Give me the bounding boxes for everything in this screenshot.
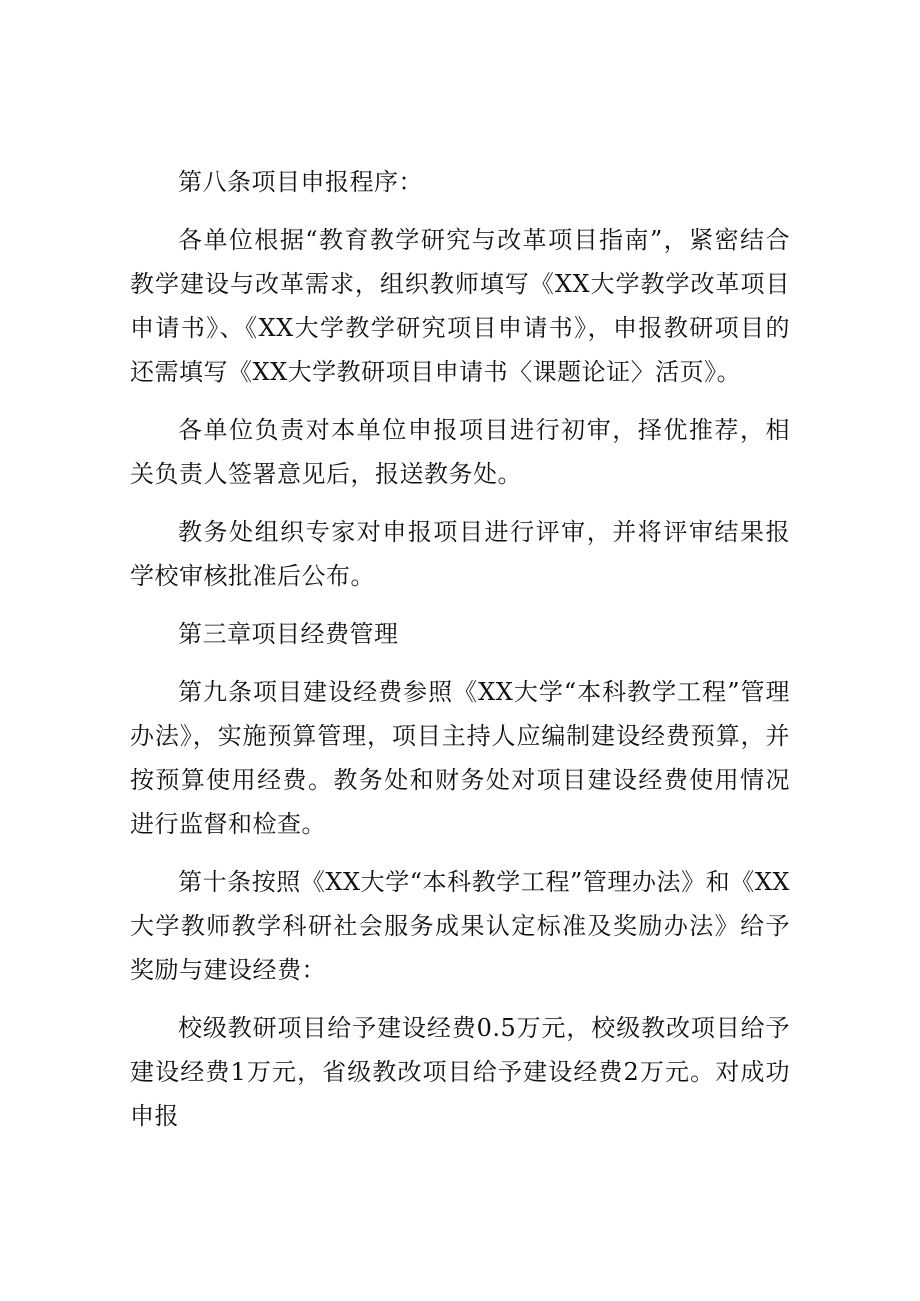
document-body (130, 160, 790, 1152)
article-9-paragraph: 第九条项目建设经费参照《XX大学“本科教学工程”管理办法》，实施预算管理，项目主持人应编制建设经费预算，并按预算使用经费。教务处和财务处对项目建设经费使用情况进行监督和检查。 (130, 678, 790, 838)
application-procedure-paragraph: 各单位根据“教育教学研究与改革项目指南”，紧密结合教学建设与改革需求，组织教师填写《XX大学教学改革项目申请书》、《XX大学教学研究项目申请书》，申报教研项目的还需填写《XX大学教研项目申请书〈课题论证〉活页》。 (130, 226, 790, 386)
chapter-3-heading: 第三章项目经费管理 (178, 620, 399, 648)
preliminary-review-paragraph: 各单位负责对本单位申报项目进行初审，择优推荐，相关负责人签署意见后，报送教务处。 (130, 416, 790, 488)
funding-amounts-paragraph: 校级教研项目给予建设经费0.5万元，校级教改项目给予建设经费1万元，省级教改项目给予建设经费2万元。对成功申报 (130, 1014, 790, 1130)
article-8-heading: 第八条项目申报程序： (178, 168, 423, 196)
article-10-paragraph: 第十条按照《XX大学“本科教学工程”管理办法》和《XX大学教师教学科研社会服务成果认定标准及奖励办法》给予奖励与建设经费： (130, 868, 790, 984)
expert-review-paragraph: 教务处组织专家对申报项目进行评审，并将评审结果报学校审核批准后公布。 (130, 518, 790, 590)
